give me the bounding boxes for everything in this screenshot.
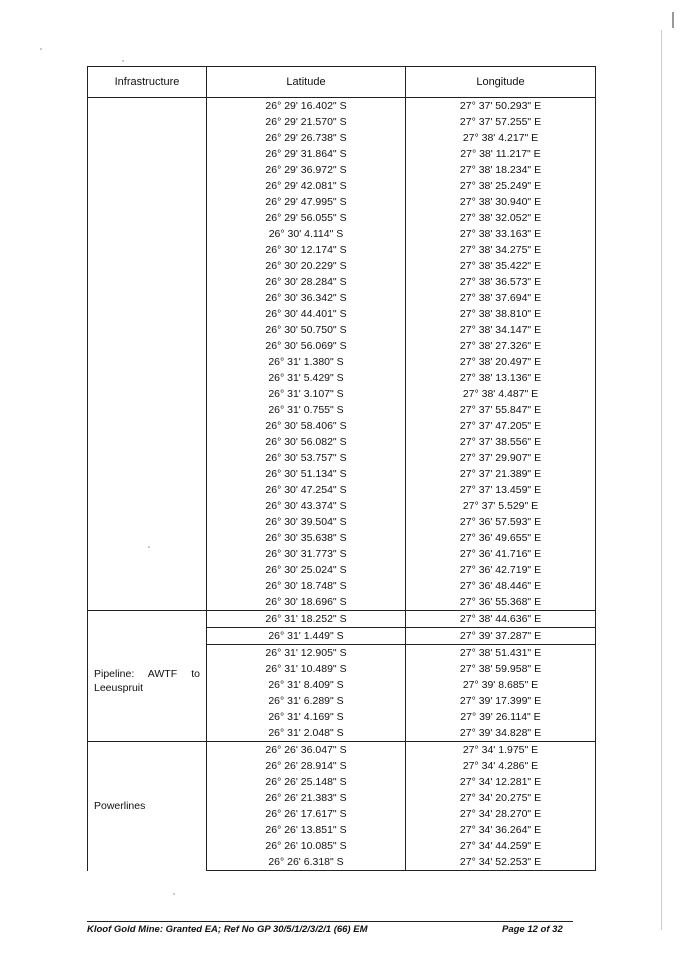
longitude-cell: 27° 34' 1.975" E: [406, 742, 596, 759]
longitude-cell: 27° 38' 59.958" E: [406, 661, 596, 677]
latitude-cell: 26° 30' 28.284" S: [207, 274, 406, 290]
longitude-cell: 27° 37' 13.459" E: [406, 482, 596, 498]
latitude-cell: 26° 26' 28.914" S: [207, 758, 406, 774]
longitude-cell: 27° 36' 55.368" E: [406, 594, 596, 611]
latitude-cell: 26° 30' 20.229" S: [207, 258, 406, 274]
longitude-cell: 27° 37' 57.255" E: [406, 114, 596, 130]
latitude-cell: 26° 26' 6.318" S: [207, 854, 406, 871]
footer-document-reference: Kloof Gold Mine: Granted EA; Ref No GP 30/5/1/2/3/2/1 (66) EM: [87, 924, 368, 935]
table-row: [88, 742, 596, 759]
latitude-cell: 26° 30' 36.342" S: [207, 290, 406, 306]
longitude-cell: 27° 38' 38.810" E: [406, 306, 596, 322]
latitude-cell: 26° 26' 25.148" S: [207, 774, 406, 790]
latitude-cell: 26° 30' 51.134" S: [207, 466, 406, 482]
longitude-cell: 27° 38' 30.940" E: [406, 194, 596, 210]
longitude-cell: 27° 39' 26.114" E: [406, 709, 596, 725]
infrastructure-cell: [88, 98, 207, 611]
scan-mark: [672, 12, 674, 28]
longitude-cell: 27° 39' 17.399" E: [406, 693, 596, 709]
longitude-cell: 27° 38' 11.217" E: [406, 146, 596, 162]
latitude-cell: 26° 29' 21.570" S: [207, 114, 406, 130]
longitude-cell: 27° 38' 20.497" E: [406, 354, 596, 370]
latitude-cell: 26° 30' 12.174" S: [207, 242, 406, 258]
latitude-cell: 26° 29' 56.055" S: [207, 210, 406, 226]
longitude-cell: 27° 38' 27.326" E: [406, 338, 596, 354]
longitude-cell: 27° 37' 29.907" E: [406, 450, 596, 466]
scan-speck: [40, 48, 42, 50]
longitude-cell: 27° 37' 50.293" E: [406, 98, 596, 115]
header-infrastructure: Infrastructure: [88, 67, 207, 98]
latitude-cell: 26° 31' 4.169" S: [207, 709, 406, 725]
longitude-cell: 27° 36' 49.655" E: [406, 530, 596, 546]
longitude-cell: 27° 34' 52.253" E: [406, 854, 596, 871]
longitude-cell: 27° 38' 44.636" E: [406, 611, 596, 628]
latitude-cell: 26° 30' 56.082" S: [207, 434, 406, 450]
latitude-cell: 26° 31' 18.252" S: [207, 611, 406, 628]
latitude-cell: 26° 29' 26.738" S: [207, 130, 406, 146]
latitude-cell: 26° 29' 42.081" S: [207, 178, 406, 194]
longitude-cell: 27° 36' 41.716" E: [406, 546, 596, 562]
latitude-cell: 26° 26' 17.617" S: [207, 806, 406, 822]
longitude-cell: 27° 39' 8.685" E: [406, 677, 596, 693]
latitude-cell: 26° 30' 39.504" S: [207, 514, 406, 530]
infrastructure-cell: Powerlines: [88, 742, 207, 871]
latitude-cell: 26° 29' 16.402" S: [207, 98, 406, 115]
latitude-cell: 26° 30' 35.638" S: [207, 530, 406, 546]
longitude-cell: 27° 38' 18.234" E: [406, 162, 596, 178]
longitude-cell: 27° 38' 34.147" E: [406, 322, 596, 338]
latitude-cell: 26° 26' 10.085" S: [207, 838, 406, 854]
coordinates-table: [87, 66, 596, 871]
table-header-row: [88, 67, 596, 98]
latitude-cell: 26° 26' 21.383" S: [207, 790, 406, 806]
infrastructure-cell: Pipeline: AWTF to Leeuspruit: [88, 611, 207, 742]
longitude-cell: 27° 34' 28.270" E: [406, 806, 596, 822]
longitude-cell: 27° 38' 34.275" E: [406, 242, 596, 258]
longitude-cell: 27° 39' 34.828" E: [406, 725, 596, 742]
longitude-cell: 27° 38' 33.163" E: [406, 226, 596, 242]
longitude-cell: 27° 37' 38.556" E: [406, 434, 596, 450]
latitude-cell: 26° 30' 43.374" S: [207, 498, 406, 514]
latitude-cell: 26° 31' 6.289" S: [207, 693, 406, 709]
latitude-cell: 26° 31' 1.380" S: [207, 354, 406, 370]
scan-speck: [173, 893, 175, 895]
longitude-cell: 27° 34' 36.264" E: [406, 822, 596, 838]
header-longitude: Longitude: [406, 67, 596, 98]
longitude-cell: 27° 38' 13.136" E: [406, 370, 596, 386]
latitude-cell: 26° 30' 25.024" S: [207, 562, 406, 578]
latitude-cell: 26° 30' 18.696" S: [207, 594, 406, 611]
latitude-cell: 26° 30' 58.406" S: [207, 418, 406, 434]
latitude-cell: 26° 30' 31.773" S: [207, 546, 406, 562]
latitude-cell: 26° 30' 50.750" S: [207, 322, 406, 338]
longitude-cell: 27° 38' 51.431" E: [406, 645, 596, 662]
longitude-cell: 27° 38' 25.249" E: [406, 178, 596, 194]
scan-speck: [122, 60, 124, 62]
longitude-cell: 27° 37' 55.847" E: [406, 402, 596, 418]
table-row: [88, 611, 596, 628]
latitude-cell: 26° 31' 12.905" S: [207, 645, 406, 662]
latitude-cell: 26° 29' 36.972" S: [207, 162, 406, 178]
longitude-cell: 27° 34' 12.281" E: [406, 774, 596, 790]
latitude-cell: 26° 30' 53.757" S: [207, 450, 406, 466]
latitude-cell: 26° 31' 10.489" S: [207, 661, 406, 677]
longitude-cell: 27° 36' 48.446" E: [406, 578, 596, 594]
longitude-cell: 27° 37' 5.529" E: [406, 498, 596, 514]
latitude-cell: 26° 30' 44.401" S: [207, 306, 406, 322]
longitude-cell: 27° 38' 4.217" E: [406, 130, 596, 146]
latitude-cell: 26° 29' 47.995" S: [207, 194, 406, 210]
latitude-cell: 26° 31' 1.449" S: [207, 628, 406, 645]
latitude-cell: 26° 26' 36.047" S: [207, 742, 406, 759]
longitude-cell: 27° 39' 37.287" E: [406, 628, 596, 645]
latitude-cell: 26° 29' 31.864" S: [207, 146, 406, 162]
longitude-cell: 27° 38' 36.573" E: [406, 274, 596, 290]
scan-edge-line: [661, 30, 662, 930]
latitude-cell: 26° 31' 8.409" S: [207, 677, 406, 693]
latitude-cell: 26° 31' 5.429" S: [207, 370, 406, 386]
table-row: [88, 98, 596, 115]
footer-rule: [87, 921, 573, 922]
longitude-cell: 27° 38' 4.487" E: [406, 386, 596, 402]
latitude-cell: 26° 30' 47.254" S: [207, 482, 406, 498]
latitude-cell: 26° 30' 18.748" S: [207, 578, 406, 594]
latitude-cell: 26° 31' 3.107" S: [207, 386, 406, 402]
longitude-cell: 27° 38' 37.694" E: [406, 290, 596, 306]
longitude-cell: 27° 34' 20.275" E: [406, 790, 596, 806]
latitude-cell: 26° 31' 2.048" S: [207, 725, 406, 742]
longitude-cell: 27° 38' 32.052" E: [406, 210, 596, 226]
footer-page-number: Page 12 of 32: [502, 924, 563, 935]
longitude-cell: 27° 36' 57.593" E: [406, 514, 596, 530]
latitude-cell: 26° 30' 4.114" S: [207, 226, 406, 242]
latitude-cell: 26° 31' 0.755" S: [207, 402, 406, 418]
longitude-cell: 27° 34' 44.259" E: [406, 838, 596, 854]
longitude-cell: 27° 36' 42.719" E: [406, 562, 596, 578]
longitude-cell: 27° 37' 47.205" E: [406, 418, 596, 434]
longitude-cell: 27° 34' 4.286" E: [406, 758, 596, 774]
longitude-cell: 27° 37' 21.389" E: [406, 466, 596, 482]
latitude-cell: 26° 30' 56.069" S: [207, 338, 406, 354]
header-latitude: Latitude: [207, 67, 406, 98]
table-body: [88, 98, 596, 871]
longitude-cell: 27° 38' 35.422" E: [406, 258, 596, 274]
latitude-cell: 26° 26' 13.851" S: [207, 822, 406, 838]
